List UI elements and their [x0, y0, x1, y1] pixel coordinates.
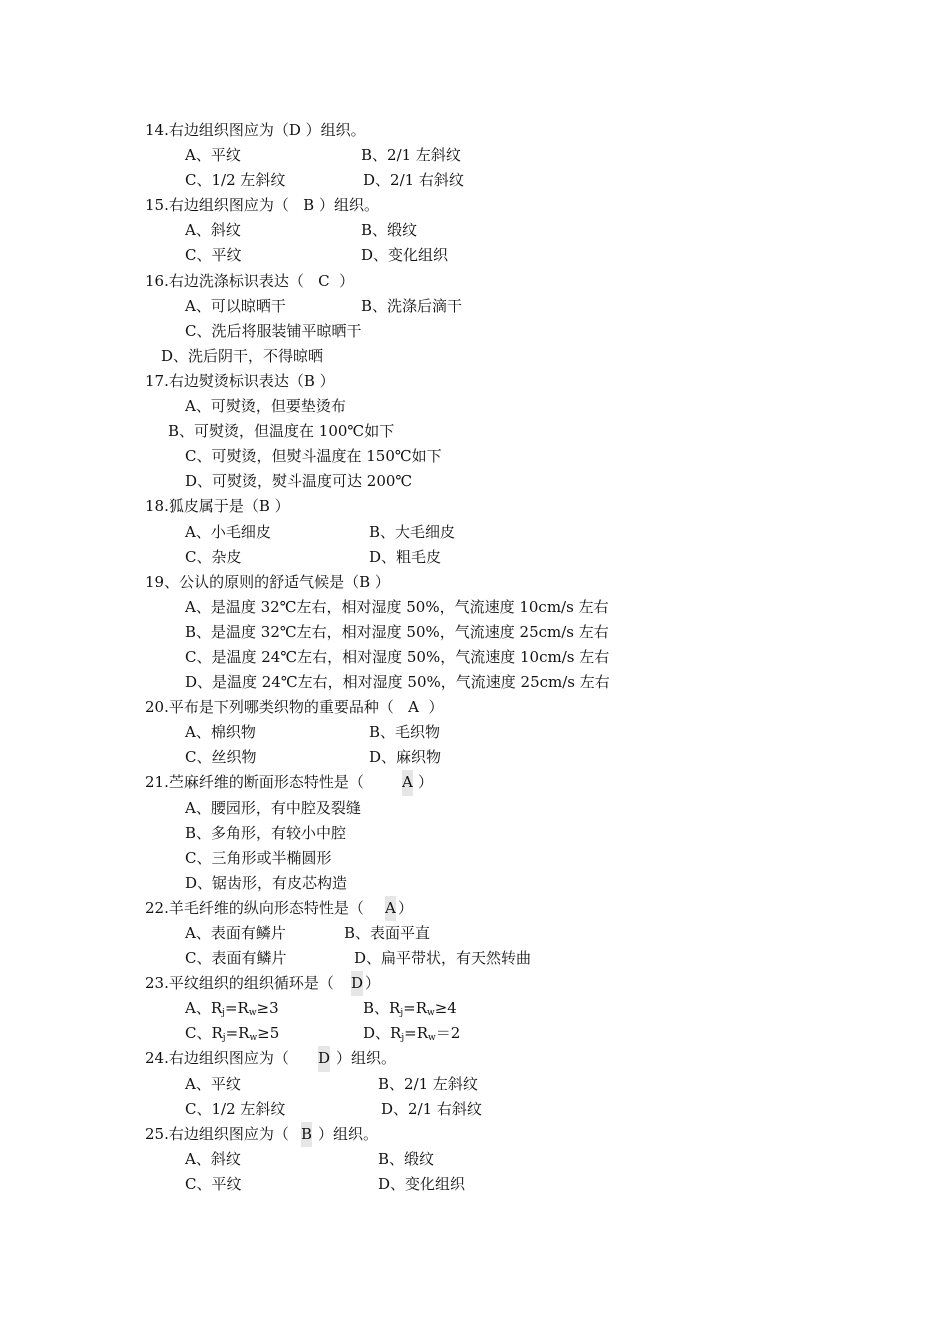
option-a: A、斜纹: [185, 221, 241, 240]
option-d: D、粗毛皮: [369, 547, 442, 566]
option-row: [0, 1147, 950, 1172]
option-a: A、可以晾晒干: [185, 296, 286, 315]
option-row: [0, 218, 950, 243]
question-16: [0, 269, 950, 294]
option-d: D、是温度 24℃左右，相对湿度 50%，气流速度 25cm/s 左右: [185, 673, 610, 692]
option-b: B、2/1 左斜纹: [361, 146, 461, 165]
option-c: C、1/2 左斜纹: [185, 171, 286, 190]
option-c-text: C、R: [185, 1024, 223, 1043]
option-row: [0, 620, 950, 645]
option-a-text: =R: [224, 999, 249, 1018]
option-row: [0, 394, 950, 419]
question-text-end: ）: [398, 898, 414, 917]
question-25: [0, 1122, 950, 1147]
question-21: [0, 770, 950, 795]
option-row: [0, 921, 950, 946]
option-c: C、三角形或半椭圆形: [185, 848, 332, 867]
option-d: D、2/1 右斜纹: [363, 171, 464, 190]
option-d: D、变化组织: [361, 246, 449, 265]
option-d: D、麻织物: [369, 748, 442, 767]
question-text: 19、公认的原则的舒适气候是（B ）: [145, 572, 390, 591]
option-d: D、2/1 右斜纹: [381, 1099, 482, 1118]
option-row: [0, 520, 950, 545]
option-row: [0, 1072, 950, 1097]
option-b: B、表面平直: [344, 924, 431, 942]
answer-highlight: A: [385, 896, 396, 921]
option-row: [0, 1172, 950, 1197]
option-row: [0, 143, 950, 168]
question-text: 17.右边熨烫标识表达（B ）: [145, 371, 335, 390]
option-c: C、可熨烫，但熨斗温度在 150℃如下: [185, 447, 442, 466]
answer-highlight: A: [402, 770, 413, 795]
option-d-text: D、R: [363, 1024, 402, 1043]
option-row: [0, 670, 950, 695]
answer-highlight: B: [301, 1122, 312, 1147]
question-text: 21.苎麻纤维的断面形态特性是（: [145, 773, 364, 792]
question-text: 18.狐皮属于是（B ）: [145, 497, 290, 516]
option-c-text: =R: [225, 1024, 250, 1043]
option-row: [0, 419, 950, 444]
option-c-text: ≥5: [257, 1024, 280, 1043]
option-b: B、是温度 32℃左右，相对湿度 50%，气流速度 25cm/s 左右: [185, 622, 609, 641]
option-row: [0, 846, 950, 871]
question-17: [0, 369, 950, 394]
option-a: A、棉织物: [185, 723, 256, 742]
option-row: [0, 871, 950, 896]
option-b-text: =R: [403, 999, 427, 1018]
option-a-text: ≥3: [256, 999, 279, 1018]
option-a: A、平纹: [185, 146, 241, 165]
question-text: 23.平纹组织的组织循环是（: [145, 974, 334, 993]
option-c: C、表面有鳞片: [185, 949, 287, 968]
option-b: B、缎纹: [378, 1149, 435, 1168]
question-22: [0, 896, 950, 921]
option-row: [0, 720, 950, 745]
question-text-end: ）组织。: [318, 1124, 379, 1143]
option-d: D、锯齿形，有皮芯构造: [185, 873, 348, 892]
option-a: A、表面有鳞片: [185, 924, 286, 942]
question-text: 20.平布是下列哪类织物的重要品种（ A ）: [145, 698, 444, 717]
subscript: j: [401, 1033, 405, 1044]
option-a: A、腰园形，有中腔及裂缝: [185, 798, 361, 817]
option-d-text: ＝2: [435, 1024, 461, 1043]
option-a: A、小毛细皮: [185, 522, 271, 541]
option-b: B、多角形，有较小中腔: [185, 823, 347, 842]
question-19: [0, 570, 950, 595]
option-row: [0, 645, 950, 670]
option-d: D、扁平带状，有天然转曲: [354, 949, 532, 968]
option-b-text: B、R: [363, 999, 401, 1018]
option-row: [0, 545, 950, 570]
option-b-text: ≥4: [434, 999, 457, 1018]
option-c: C、1/2 左斜纹: [185, 1099, 286, 1118]
option-b: B、洗涤后滴干: [361, 296, 463, 315]
question-text-end: ）: [418, 773, 434, 792]
option-b: B、缎纹: [361, 221, 418, 240]
question-text: 14.右边组织图应为（D ）组织。: [145, 121, 366, 139]
option-row: [0, 243, 950, 268]
subscript: w: [249, 1033, 258, 1044]
option-a: A、平纹: [185, 1074, 241, 1093]
option-row: [0, 469, 950, 494]
question-text: 16.右边洗涤标识表达（ C ）: [145, 271, 355, 290]
option-row: [0, 821, 950, 846]
option-b: B、毛织物: [369, 723, 441, 742]
question-text: 24.右边组织图应为（: [145, 1049, 289, 1068]
option-row: [0, 294, 950, 319]
subscript: j: [222, 1033, 226, 1044]
option-b: B、大毛细皮: [369, 522, 456, 541]
option-row: [0, 796, 950, 821]
question-20: [0, 695, 950, 720]
option-b: B、2/1 左斜纹: [378, 1074, 478, 1093]
option-row: [0, 1021, 950, 1046]
question-24: [0, 1046, 950, 1071]
option-row: [0, 444, 950, 469]
question-text: 15.右边组织图应为（ B ）组织。: [145, 196, 379, 215]
option-c: C、丝织物: [185, 748, 257, 767]
question-text-end: ）组织。: [336, 1049, 397, 1068]
option-d: D、变化组织: [378, 1174, 466, 1193]
option-row: [0, 595, 950, 620]
option-a: A、斜纹: [185, 1149, 241, 1168]
option-c: C、平纹: [185, 1174, 242, 1193]
question-15: [0, 193, 950, 218]
subscript: j: [222, 1008, 225, 1019]
option-row: [0, 946, 950, 971]
answer-highlight: D: [351, 971, 363, 996]
question-23: [0, 971, 950, 996]
option-a-text: A、R: [185, 999, 223, 1018]
question-text: 22.羊毛纤维的纵向形态特性是（: [145, 898, 364, 917]
option-row: [0, 168, 950, 193]
option-d-text: =R: [404, 1024, 428, 1043]
option-row: [0, 996, 950, 1021]
option-c: C、杂皮: [185, 547, 242, 566]
subscript: w: [428, 1033, 436, 1044]
option-c: C、平纹: [185, 246, 242, 265]
answer-highlight: D: [318, 1046, 330, 1071]
question-text: 25.右边组织图应为（: [145, 1124, 289, 1143]
option-d: D、洗后阴干，不得晾晒: [161, 346, 324, 365]
question-text-end: ）: [365, 974, 381, 993]
option-c: C、洗后将服装铺平晾晒干: [185, 321, 362, 340]
option-c: C、是温度 24℃左右，相对湿度 50%，气流速度 10cm/s 左右: [185, 647, 610, 666]
option-a: A、可熨烫，但要垫烫布: [185, 397, 346, 416]
option-row: [0, 1097, 950, 1122]
option-row: [0, 344, 950, 369]
option-row: [0, 745, 950, 770]
subscript: j: [400, 1008, 404, 1019]
subscript: w: [427, 1008, 435, 1019]
question-list: [0, 118, 950, 1197]
subscript: w: [248, 1008, 257, 1019]
option-a: A、是温度 32℃左右，相对湿度 50%，气流速度 10cm/s 左右: [185, 597, 609, 616]
question-18: [0, 494, 950, 519]
question-14: [0, 118, 950, 143]
option-d: D、可熨烫，熨斗温度可达 200℃: [185, 472, 413, 491]
option-b: B、可熨烫，但温度在 100℃如下: [168, 422, 395, 441]
option-row: [0, 319, 950, 344]
